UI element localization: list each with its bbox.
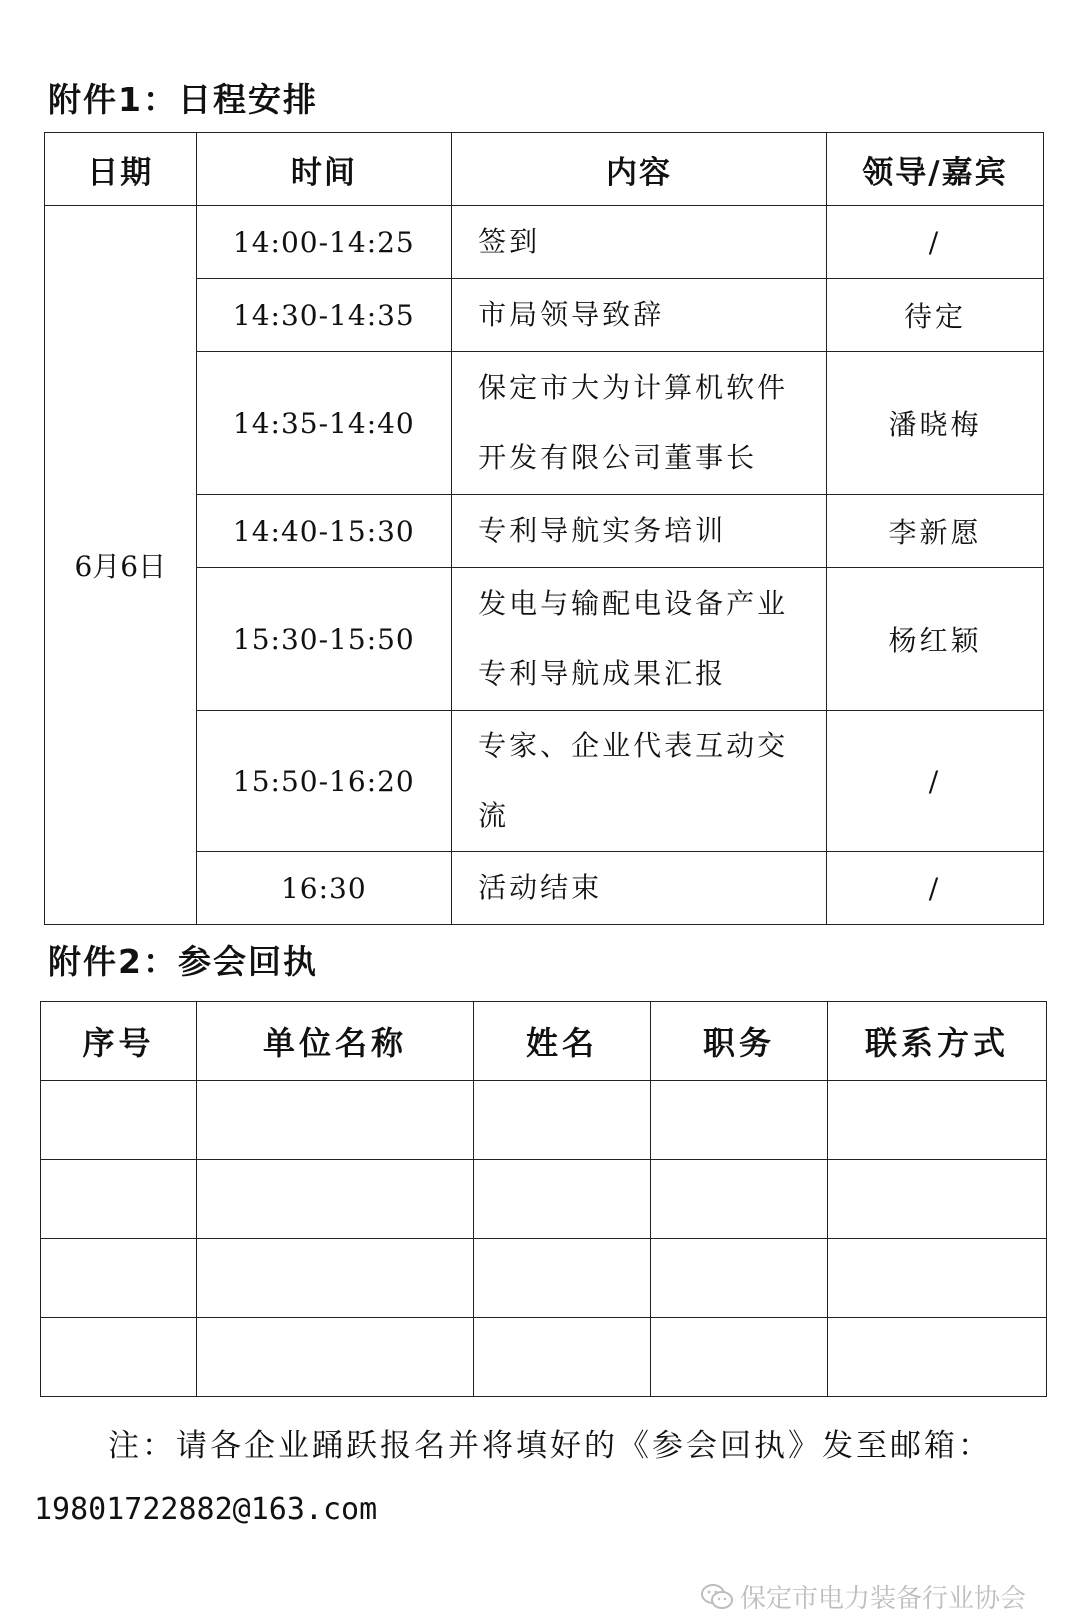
header-name: 姓名 (474, 1002, 651, 1081)
table-row (41, 1318, 1047, 1397)
company-cell[interactable] (197, 1160, 474, 1239)
date-cell: 6月6日 (45, 206, 197, 925)
header-content: 内容 (452, 133, 827, 206)
position-cell[interactable] (651, 1239, 828, 1318)
name-cell[interactable] (474, 1239, 651, 1318)
serial-cell[interactable] (41, 1160, 197, 1239)
header-company: 单位名称 (197, 1002, 474, 1081)
company-cell[interactable] (197, 1239, 474, 1318)
time-cell: 14:40-15:30 (196, 495, 451, 568)
guest-cell: 潘晓梅 (826, 352, 1043, 495)
serial-cell[interactable] (41, 1239, 197, 1318)
position-cell[interactable] (651, 1160, 828, 1239)
header-serial: 序号 (41, 1002, 197, 1081)
table-row (41, 1081, 1047, 1160)
wechat-icon (700, 1583, 734, 1611)
time-cell: 14:00-14:25 (196, 206, 451, 279)
company-cell[interactable] (197, 1318, 474, 1397)
time-cell: 14:30-14:35 (196, 279, 451, 352)
content-cell: 签到 (452, 206, 827, 279)
reply-header-row (41, 1002, 1047, 1081)
content-cell: 保定市大为计算机软件开发有限公司董事长 (452, 352, 827, 495)
position-cell[interactable] (651, 1318, 828, 1397)
table-row (41, 1160, 1047, 1239)
guest-cell: / (826, 711, 1043, 852)
name-cell[interactable] (474, 1318, 651, 1397)
note-text: 注：请各企业踊跃报名并将填好的《参会回执》发至邮箱： (108, 1428, 992, 1464)
content-cell: 活动结束 (452, 852, 827, 925)
guest-cell: / (826, 852, 1043, 925)
time-cell: 15:30-15:50 (196, 568, 451, 711)
content-cell: 发电与输配电设备产业专利导航成果汇报 (452, 568, 827, 711)
contact-cell[interactable] (828, 1239, 1047, 1318)
attachment2-title: 附件2：参会回执 (48, 942, 318, 981)
schedule-table (44, 132, 1044, 925)
watermark (700, 1578, 1026, 1615)
header-date: 日期 (45, 133, 197, 206)
header-guest: 领导/嘉宾 (826, 133, 1043, 206)
time-cell: 15:50-16:20 (196, 711, 451, 852)
position-cell[interactable] (651, 1081, 828, 1160)
guest-cell: 杨红颖 (826, 568, 1043, 711)
watermark-text: 保定市电力装备行业协会 (740, 1584, 1027, 1614)
content-cell: 专利导航实务培训 (452, 495, 827, 568)
table-row (45, 206, 1044, 279)
header-position: 职务 (651, 1002, 828, 1081)
content-cell: 市局领导致辞 (452, 279, 827, 352)
serial-cell[interactable] (41, 1081, 197, 1160)
guest-cell: 李新愿 (826, 495, 1043, 568)
header-contact: 联系方式 (828, 1002, 1047, 1081)
table-row (41, 1239, 1047, 1318)
name-cell[interactable] (474, 1081, 651, 1160)
serial-cell[interactable] (41, 1318, 197, 1397)
time-cell: 14:35-14:40 (196, 352, 451, 495)
contact-cell[interactable] (828, 1160, 1047, 1239)
reply-form-table (40, 1001, 1047, 1397)
contact-cell[interactable] (828, 1081, 1047, 1160)
guest-cell: 待定 (826, 279, 1043, 352)
name-cell[interactable] (474, 1160, 651, 1239)
company-cell[interactable] (197, 1081, 474, 1160)
email-address: 19801722882@163.com (34, 1492, 378, 1527)
content-cell: 专家、企业代表互动交流 (452, 711, 827, 852)
attachment1-title: 附件1：日程安排 (48, 80, 318, 119)
guest-cell: / (826, 206, 1043, 279)
contact-cell[interactable] (828, 1318, 1047, 1397)
schedule-header-row (45, 133, 1044, 206)
header-time: 时间 (196, 133, 451, 206)
time-cell: 16:30 (196, 852, 451, 925)
